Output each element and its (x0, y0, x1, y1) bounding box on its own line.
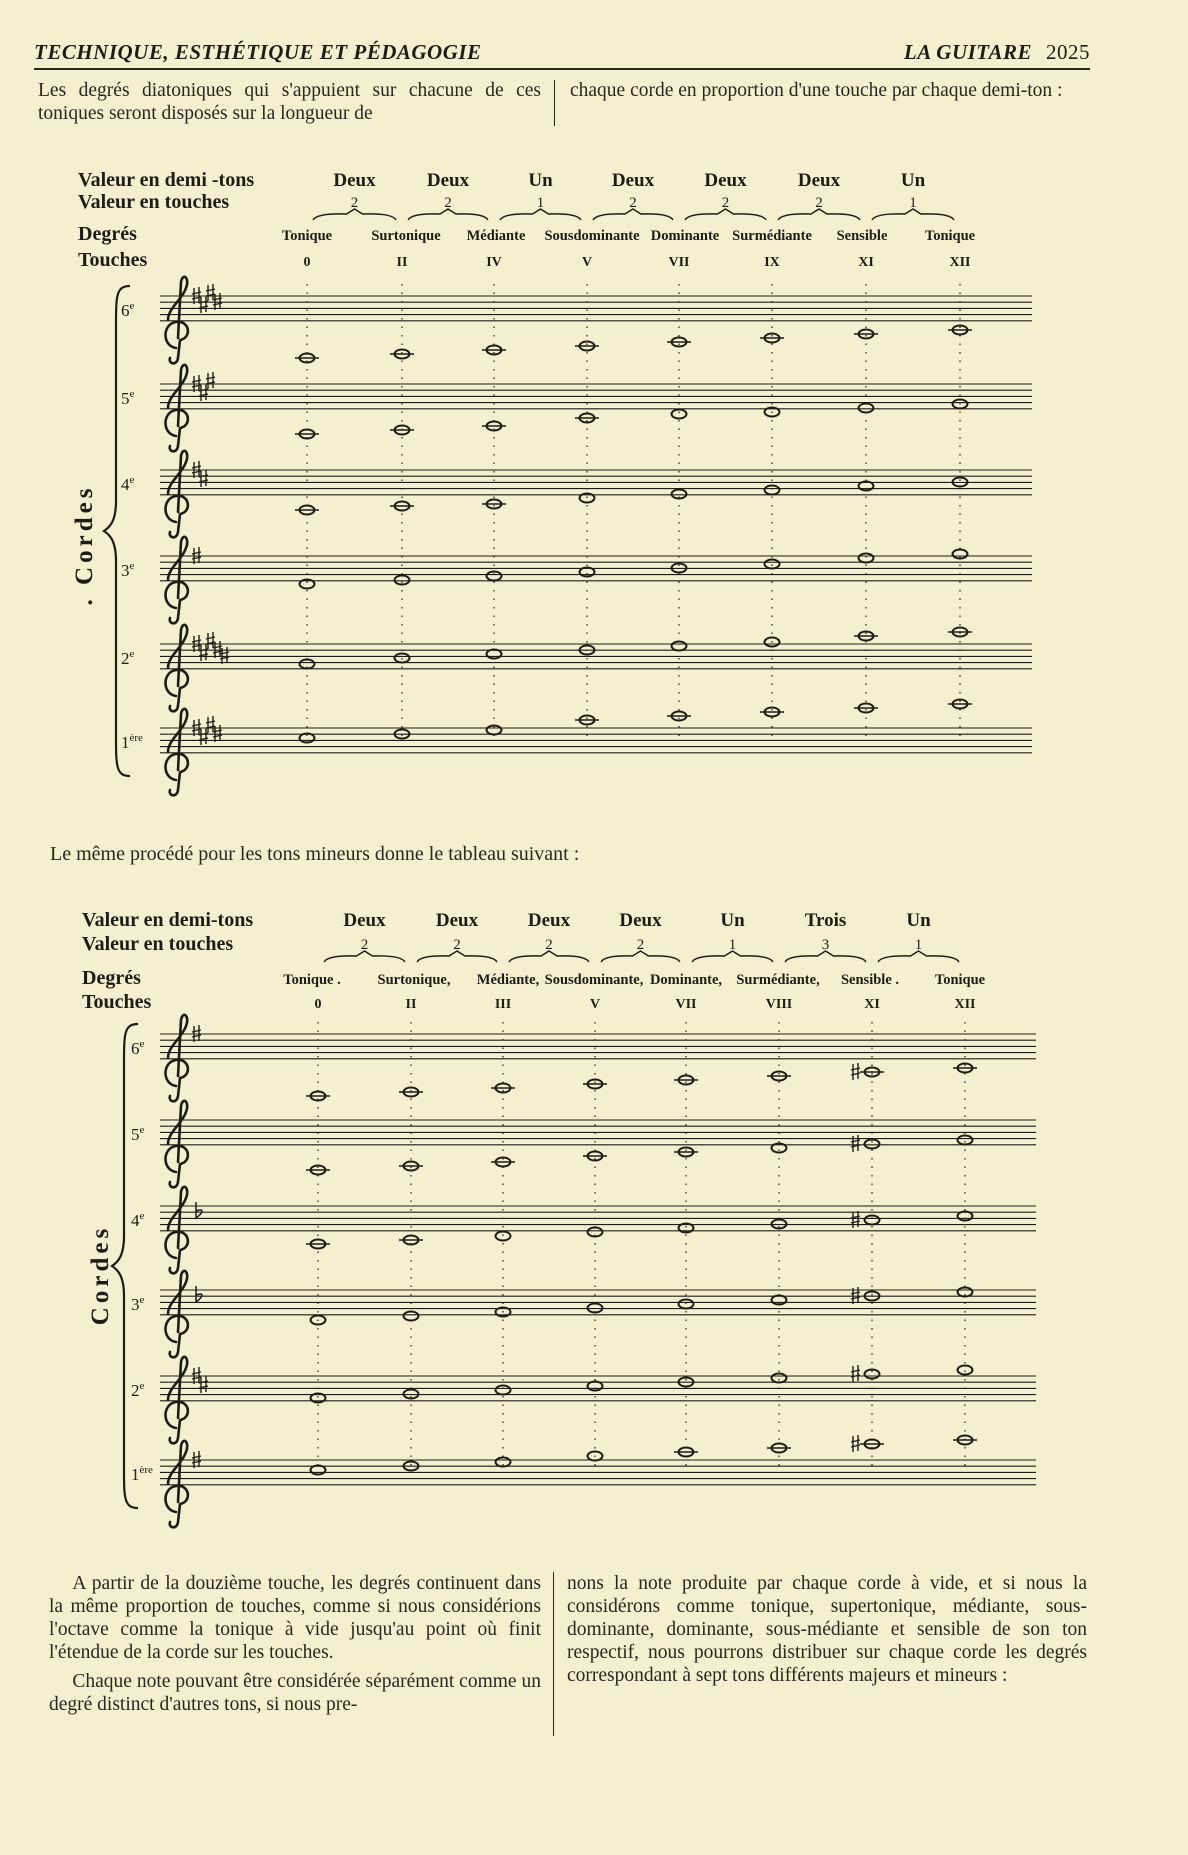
sharp-icon (206, 716, 215, 733)
whole-note-icon (311, 1466, 326, 1475)
sharp-icon (851, 1135, 860, 1152)
staff-1 (131, 1015, 1036, 1101)
semitone-value: Un (900, 170, 926, 191)
semitone-value: Un (720, 910, 745, 931)
staff-1 (121, 277, 1032, 363)
brace-icon (104, 286, 130, 776)
sharp-icon (851, 1435, 860, 1452)
degrees-row-label: Degrés (82, 967, 141, 989)
touch-number: 0 (303, 255, 311, 270)
touches-row-label: Touches (82, 991, 152, 1013)
treble-clef-icon (166, 1441, 188, 1527)
string-label: 5e (121, 388, 135, 408)
touch-number: XII (954, 997, 976, 1012)
semitone-value: Deux (527, 910, 571, 931)
semitone-value: Trois (804, 910, 847, 931)
whole-note-icon (496, 1386, 511, 1395)
sharp-icon (199, 1376, 208, 1393)
treble-clef-icon (166, 1357, 188, 1443)
sharp-icon (206, 632, 215, 649)
degree-name: Surtonique, (377, 972, 451, 988)
whole-note-icon (765, 486, 780, 495)
degrees-row-label: Degrés (78, 223, 137, 245)
degree-name: Médiante (466, 228, 526, 244)
strings-side-label: Cordes (87, 1224, 114, 1326)
page-number: 2025 (1046, 40, 1090, 64)
string-label: 5e (131, 1124, 145, 1144)
whole-note-icon (404, 1312, 419, 1321)
sharp-icon (220, 647, 229, 664)
touch-number: XI (858, 255, 874, 270)
fret-value: 2 (453, 937, 461, 953)
semitone-value: Un (906, 910, 931, 931)
fret-row-label: Valeur en touches (78, 191, 230, 213)
treble-clef-icon (166, 625, 188, 711)
string-label: 4e (131, 1210, 145, 1230)
minor-table-caption: Le même procédé pour les tons mineurs donne le tableau suivant : (50, 843, 580, 865)
touch-number: IV (486, 255, 502, 270)
touch-number: II (405, 997, 417, 1012)
semitone-value: Deux (704, 170, 747, 191)
fret-value: 2 (815, 195, 823, 211)
fret-value: 2 (360, 937, 369, 953)
touch-number: III (494, 997, 512, 1012)
staff-4 (131, 1271, 1036, 1357)
treble-clef-icon (166, 1271, 188, 1357)
whole-note-icon (487, 572, 502, 581)
major-table (71, 209, 1032, 795)
degree-name: Surmédiante (732, 228, 812, 244)
whole-note-icon (672, 642, 687, 651)
fret-value: 2 (444, 195, 452, 211)
degree-name: Sousdominante (544, 228, 640, 244)
semitone-value: Deux (619, 910, 662, 931)
fret-value: 1 (536, 195, 545, 211)
string-label: 4e (121, 474, 135, 494)
string-label: 3e (121, 560, 135, 580)
outro-right-column: nons la note produite par chaque corde à vide, et si nous la considérons comme tonique, supertonique, médiante, sous-dominante, dominante, sous-médiante et sensible de son ton respectif, nous pourrons distribuer sur chaque corde les degrés correspondant à sept tons différents majeurs et mineurs : (567, 1573, 1087, 1686)
degree-name: Tonique (281, 228, 333, 244)
semitone-value: Deux (343, 910, 386, 931)
whole-note-icon (772, 1374, 787, 1383)
string-label: 2e (131, 1380, 145, 1400)
fret-value: 2 (629, 195, 637, 211)
touch-number: V (581, 255, 593, 270)
flat-icon (196, 1286, 202, 1302)
whole-note-icon (765, 560, 780, 569)
treble-clef-icon (166, 1101, 188, 1187)
string-label: 3e (131, 1294, 145, 1314)
degree-name: Tonique (934, 972, 986, 988)
staff-4 (121, 537, 1032, 623)
sharp-icon (199, 384, 208, 401)
fret-value: 1 (914, 937, 923, 953)
treble-clef-icon (166, 1187, 188, 1273)
staff-6 (131, 1435, 1036, 1527)
degree-name: Tonique . (283, 972, 341, 988)
treble-clef-icon (166, 277, 188, 363)
semitone-value: Deux (426, 170, 470, 191)
sharp-icon (851, 1211, 860, 1228)
fret-value: 2 (636, 937, 645, 953)
whole-note-icon (588, 1382, 603, 1391)
whole-note-icon (958, 1136, 973, 1145)
fret-value: 1 (909, 195, 917, 211)
degree-name: Sousdominante, (544, 972, 644, 988)
semitone-row-label: Valeur en demi-tons (82, 909, 254, 931)
header-left: TECHNIQUE, ESTHÉTIQUE ET PÉDAGOGIE (34, 40, 482, 64)
touch-number: XII (949, 255, 971, 270)
flat-icon (196, 1202, 202, 1218)
degree-name: Sensible . (840, 972, 900, 988)
degree-name: Surmédiante, (736, 972, 820, 988)
fret-value: 2 (721, 195, 730, 211)
string-label: 1ère (121, 732, 143, 752)
touch-number: VIII (765, 997, 793, 1012)
touch-number: VII (675, 997, 697, 1012)
string-label: 6e (131, 1038, 145, 1058)
touch-number: 0 (314, 997, 322, 1012)
semitone-value: Deux (797, 170, 841, 191)
touch-number: XI (864, 997, 880, 1012)
touch-number: II (396, 255, 408, 270)
treble-clef-icon (166, 1015, 188, 1101)
outro-paragraph-1: A partir de la douzième touche, les degrés continuent dans la même proportion de touches, comme si nous considérions l'octave comme la tonique à vide jusqu'au point où finit l'étendue de la corde sur les touches. (49, 1573, 541, 1663)
semitone-value: Deux (611, 170, 655, 191)
whole-note-icon (865, 1216, 880, 1225)
sharp-icon (206, 284, 215, 301)
treble-clef-icon (166, 537, 188, 623)
staff-3 (131, 1187, 1036, 1273)
whole-note-icon (859, 404, 874, 413)
sharp-icon (199, 296, 208, 313)
staff-3 (121, 451, 1032, 537)
string-label: 6e (121, 300, 135, 320)
fret-value: 2 (545, 937, 553, 953)
treble-clef-icon (166, 365, 188, 451)
degree-name: Dominante (650, 228, 720, 244)
intro-right-column: chaque corde en proportion d'une touche par chaque demi-ton : (570, 80, 1063, 101)
fret-row-label: Valeur en touches (82, 933, 234, 955)
degree-name: Tonique (924, 228, 976, 244)
fret-value: 2 (350, 195, 359, 211)
minor-table (87, 951, 1036, 1527)
semitone-value: Deux (333, 170, 376, 191)
whole-note-icon (672, 410, 687, 419)
whole-note-icon (395, 576, 410, 585)
sharp-icon (851, 1365, 860, 1382)
whole-note-icon (958, 1366, 973, 1375)
brace-icon (112, 1024, 138, 1508)
degree-name: Médiante, (476, 972, 540, 988)
staff-5 (121, 625, 1032, 711)
sharp-icon (206, 372, 215, 389)
outro-paragraph-2: Chaque note pouvant être considérée séparément comme un degré distinct d'autres tons, si nous pre- (49, 1671, 541, 1715)
touch-number: VII (668, 255, 690, 270)
sharp-icon (199, 644, 208, 661)
sharp-icon (199, 470, 208, 487)
staff-5 (131, 1357, 1036, 1443)
fret-value: 1 (728, 937, 737, 953)
degree-name: Dominante, (649, 972, 723, 988)
sharp-icon (199, 728, 208, 745)
strings-side-label: . Cordes (71, 484, 98, 606)
degree-name: Sensible (836, 228, 888, 244)
degree-name: Surtonique (371, 228, 441, 244)
whole-note-icon (859, 554, 874, 563)
touch-number: IX (764, 255, 780, 270)
sharp-icon (851, 1063, 860, 1080)
touch-number: V (589, 997, 601, 1012)
semitone-value: Un (528, 170, 553, 191)
staff-2 (121, 365, 1032, 451)
semitone-value: Deux (435, 910, 479, 931)
semitone-row-label: Valeur en demi -tons (78, 169, 255, 191)
staff-2 (131, 1101, 1036, 1187)
header-title: LA GUITARE (903, 40, 1032, 64)
treble-clef-icon (166, 451, 188, 537)
fret-value: 3 (821, 937, 830, 953)
staff-6 (121, 700, 1032, 796)
touches-row-label: Touches (78, 249, 148, 271)
whole-note-icon (865, 1140, 880, 1149)
whole-note-icon (958, 1212, 973, 1221)
string-label: 1ère (131, 1464, 153, 1484)
string-label: 2e (121, 648, 135, 668)
intro-left-column: Les degrés diatoniques qui s'appuient sur chacune de ces toniques seront disposés sur la longueur de (38, 80, 541, 124)
treble-clef-icon (166, 709, 188, 795)
